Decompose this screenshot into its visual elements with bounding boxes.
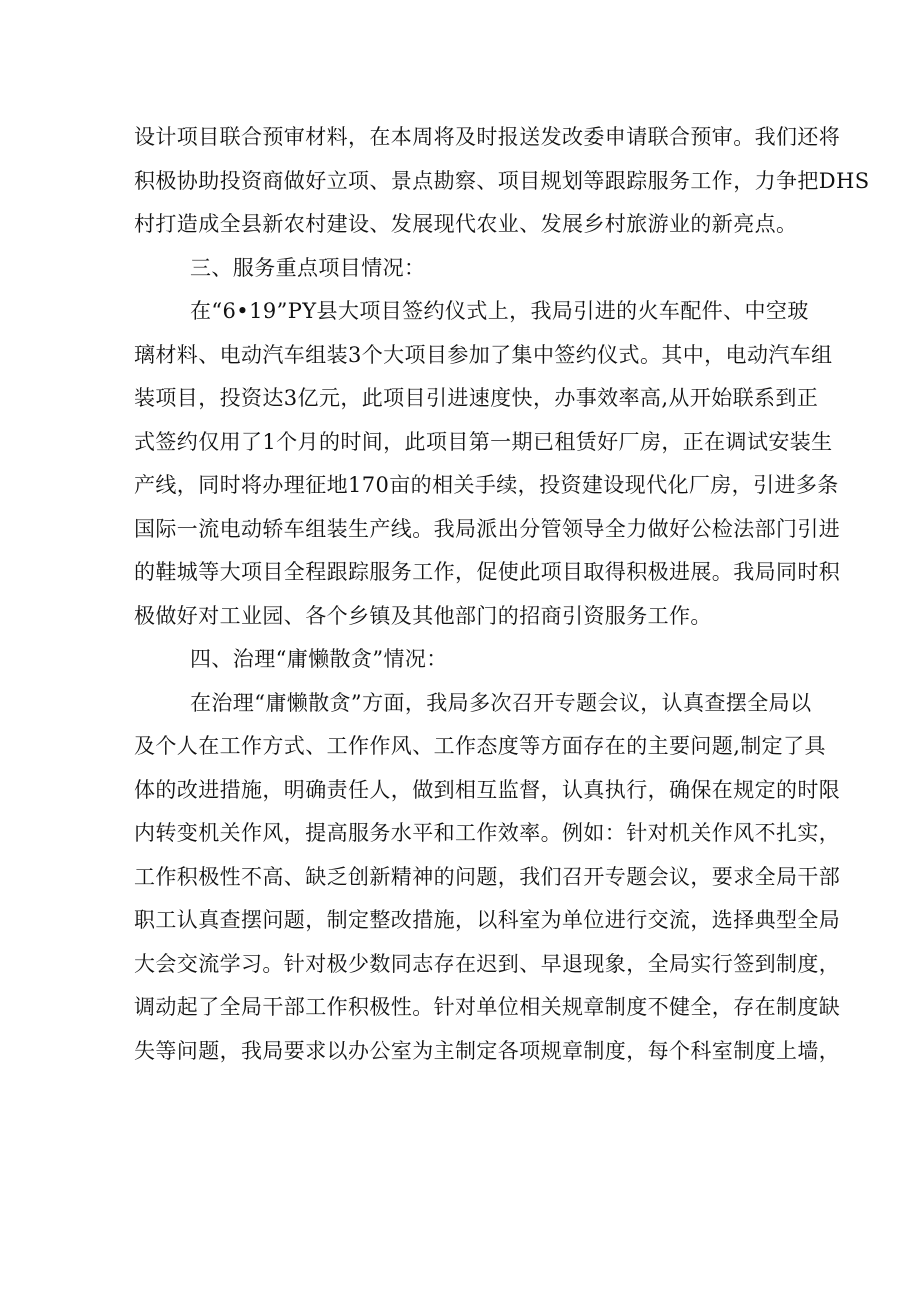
text-line: 四、治理“庸懒散贪”情况： xyxy=(190,647,448,671)
text-line: 极做好对工业园、各个乡镇及其他部门的招商引资服务工作。 xyxy=(134,603,712,628)
text-line: 工作积极性不高、缺乏创新精神的问题，我们召开专题会议，要求全局干部 xyxy=(134,864,841,889)
text-line: 内转变机关作风，提高服务水平和工作效率。例如：针对机关作风不扎实， xyxy=(134,821,841,845)
text-line: 式签约仅用了1个月的时间，此项目第一期已租赁好厂房，正在调试安装生 xyxy=(134,429,833,454)
text-line: 失等问题，我局要求以办公室为主制定各项规章制度，每个科室制度上墙， xyxy=(134,1038,841,1063)
document-body xyxy=(134,116,870,1073)
text-line: 装项目，投资达3亿元，此项目引进速度快，办事效率高,从开始联系到正 xyxy=(134,386,819,410)
text-line: 积极协助投资商做好立项、景点勘察、项目规划等跟踪服务工作，力争把DHS xyxy=(134,168,870,193)
text-line: 的鞋城等大项目全程跟踪服务工作，促使此项目取得积极进展。我局同时积 xyxy=(134,560,841,584)
text-line: 在“6•19”PY县大项目签约仪式上，我局引进的火车配件、中空玻 xyxy=(190,299,809,323)
text-line: 在治理“庸懒散贪”方面，我局多次召开专题会议，认真查摆全局以 xyxy=(190,690,812,715)
text-line: 大会交流学习。针对极少数同志存在迟到、早退现象，全局实行签到制度， xyxy=(134,951,841,976)
text-line: 国际一流电动轿车组装生产线。我局派出分管领导全力做好公检法部门引进 xyxy=(134,516,841,541)
text-line: 调动起了全局干部工作积极性。针对单位相关规章制度不健全，存在制度缺 xyxy=(134,995,841,1019)
text-line: 设计项目联合预审材料，在本周将及时报送发改委申请联合预审。我们还将 xyxy=(134,125,841,149)
text-line: 职工认真查摆问题，制定整改措施，以科室为单位进行交流，选择典型全局 xyxy=(134,908,841,932)
text-line: 产线，同时将办理征地170亩的相关手续，投资建设现代化厂房，引进多条 xyxy=(134,473,839,497)
text-line: 及个人在工作方式、工作作风、工作态度等方面存在的主要问题,制定了具 xyxy=(134,734,826,758)
text-line: 村打造成全县新农村建设、发展现代农业、发展乡村旅游业的新亮点。 xyxy=(134,212,798,236)
text-line: 体的改进措施，明确责任人，做到相互监督，认真执行，确保在规定的时限 xyxy=(134,777,841,802)
text-line: 三、服务重点项目情况： xyxy=(190,255,426,280)
text-line: 璃材料、电动汽车组装3个大项目参加了集中签约仪式。其中，电动汽车组 xyxy=(134,342,833,367)
